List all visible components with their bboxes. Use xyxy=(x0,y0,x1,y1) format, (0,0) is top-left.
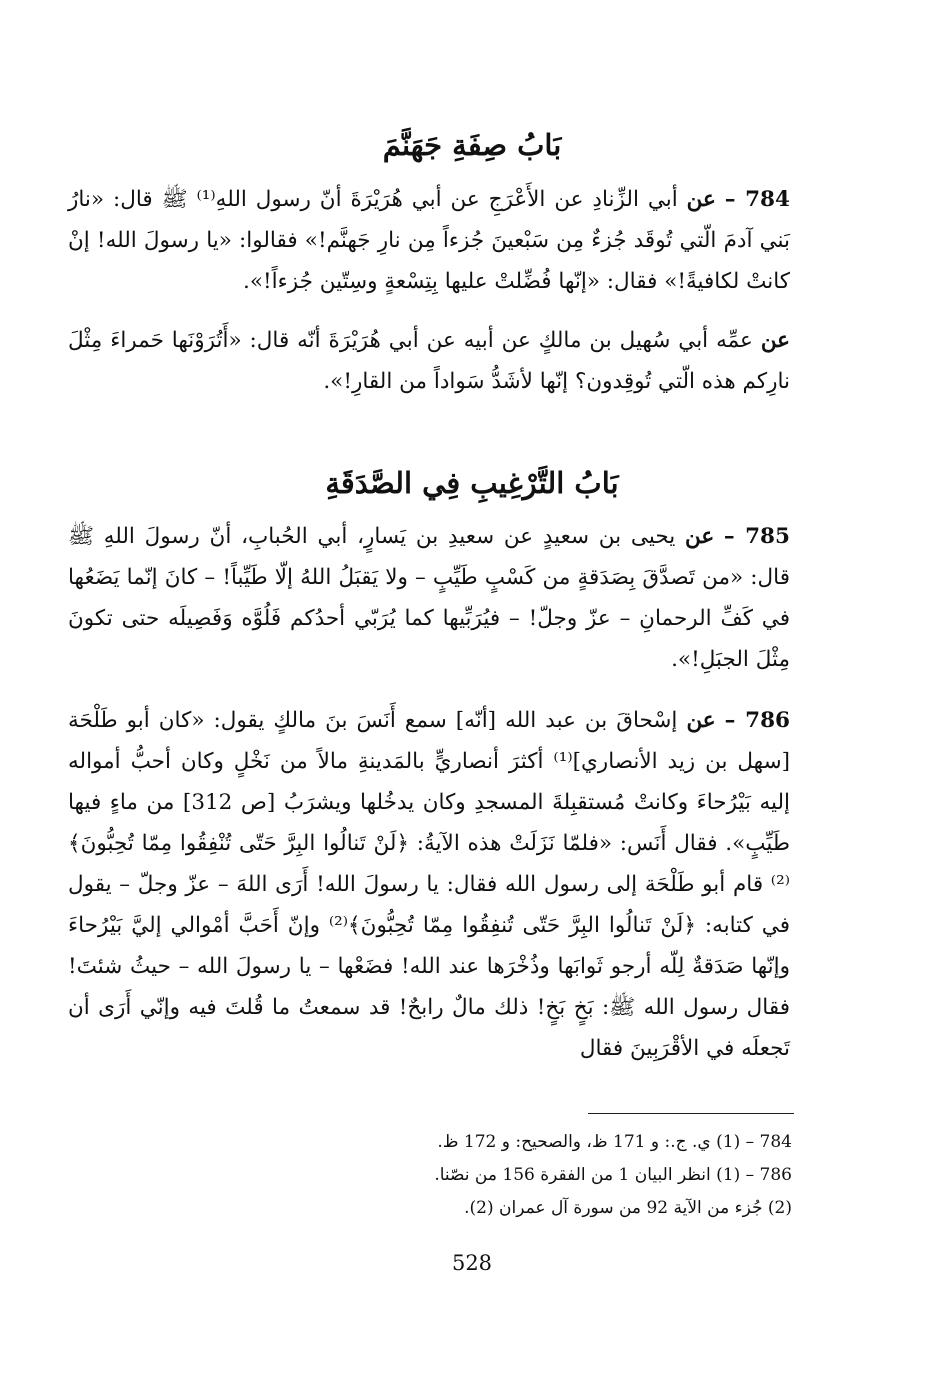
hadith-number: 784 – xyxy=(724,187,790,212)
hadith-text: إسْحاقَ بن عبد الله [أنّه] سمع أَنَسَ بنَ مالكٍ يقول: «كان أبو طَلْحَة [سهل بن زيد الأنصاري]⁽¹⁾ أكثرَ أنصاريٍّ بالمَدينةِ مالاً من نَخْلٍ وكان أحبُّ أمواله إليه بَيْرُحاءَ وكانتْ مُستقبِلةَ المسجدِ وكان يدخُلها ويشرَبُ [ص 312] من ماءٍ فيها طَيِّبٍ». فقال أَنَس: «فلمّا نَزَلَتْ هذه الآيةُ: ﴿لَنْ تَنالُوا البِرَّ حَتّى تُنْفِقُوا مِمّا تُحِبُّونَ﴾⁽²⁾ قام أبو طَلْحَة إلى رسول الله فقال: يا رسولَ الله! أَرَى اللهَ – عزّ وجلّ – يقول في كتابه: ﴿لَنْ تَنالُوا البِرَّ حَتّى تُنفِقُوا مِمّا تُحِبُّونَ﴾⁽²⁾ وإنّ أَحَبَّ أمْوالي إليَّ بَيْرُحاءَ وإنّها صَدَقةٌ لِلّه أرجو ثَوابَها وذُخْرَها عند الله! فضَعْها – يا رسولَ الله – حيثُ شئتَ! فقال رسول الله ﷺ: بَخٍ بَخٍ! ذلك مالٌ رابحٌ! قد سمعتُ ما قُلتَ فيه وإنّي أَرَى أن تَجعلَه في الأقْرَبِينَ فقال xyxy=(68,708,790,1061)
hadith-lead-word: عن xyxy=(686,708,716,733)
hadith-784 xyxy=(68,179,790,302)
hadith-text: يحيى بن سعيدٍ عن سعيدِ بن يَسارٍ، أبي الحُبابِ، أنّ رسولَ اللهِ ﷺ قال: «من تَصدَّقَ بِصَدَقةٍ من كَسْبٍ طَيِّبٍ – ولا يَقبَلُ اللهُ إلّا طَيِّباً! – كانَ إنّما يَضَعُها في كَفِّ الرحمانِ – عزّ وجلّ! – فيُرَبِّيها كما يُرَبّي أحدُكم فَلُوَّه وَفَصِيلَه حتى تكونَ مِثْلَ الجبَلِ!». xyxy=(68,524,790,672)
hadith-lead-word: عن xyxy=(686,187,716,212)
section-heading-hell: بَابُ صِفَةِ جَهَنَّمَ xyxy=(382,128,562,162)
hadith-786 xyxy=(68,700,790,1069)
page-number: 528 xyxy=(451,1251,493,1275)
footnote: (2) جُزء من الآية 92 من سورة آل عمران (2). xyxy=(464,1198,792,1218)
hadith-text: أبي الزِّنادِ عن الأَعْرَجِ عن أبي هُرَيْرَةَ أنّ رسول اللهِ⁽¹⁾ ﷺ قال: «نارُ بَني آدمَ الّتي تُوقَد جُزءٌ مِن سَبْعينَ جُزءاً مِن نارِ جَهنَّم!» فقالوا: «يا رسولَ الله! إنْ كانتْ لكافيةً!» فقال: «إنّها فُضِّلتْ عليها بِتِسْعةٍ وسِتّين جُزءاً!». xyxy=(68,187,790,294)
hadith-lead-word: عن xyxy=(760,328,791,353)
footnote: 786 – (1) انظر البيان 1 من الفقرة 156 من نصّنا. xyxy=(434,1165,792,1185)
hadith-number: 785 – xyxy=(723,524,790,549)
hadith-785 xyxy=(68,516,790,680)
section-heading-charity: بَابُ التَّرْغِيبِ فِي الصَّدَقَةِ xyxy=(325,466,619,500)
footnote: 784 – (1) ي. ج.: و 171 ظ، والصحيح: و 172 ظ. xyxy=(437,1132,792,1152)
hadith-784-variant xyxy=(68,320,790,402)
hadith-number: 786 – xyxy=(724,708,790,733)
hadith-lead-word: عن xyxy=(684,524,715,549)
footnote-separator xyxy=(588,1113,794,1114)
hadith-text: عمِّه أبي سُهيل بن مالكٍ عن أبيه عن أبي هُرَيْرَةَ أنّه قال: «أَتُرَوْنَها حَمراءَ مِثْلَ نارِكم هذه الّتي تُوقِدون؟ إنّها لأشَدُّ سَواداً من القارِ!». xyxy=(68,328,790,394)
footnotes xyxy=(300,1126,792,1225)
